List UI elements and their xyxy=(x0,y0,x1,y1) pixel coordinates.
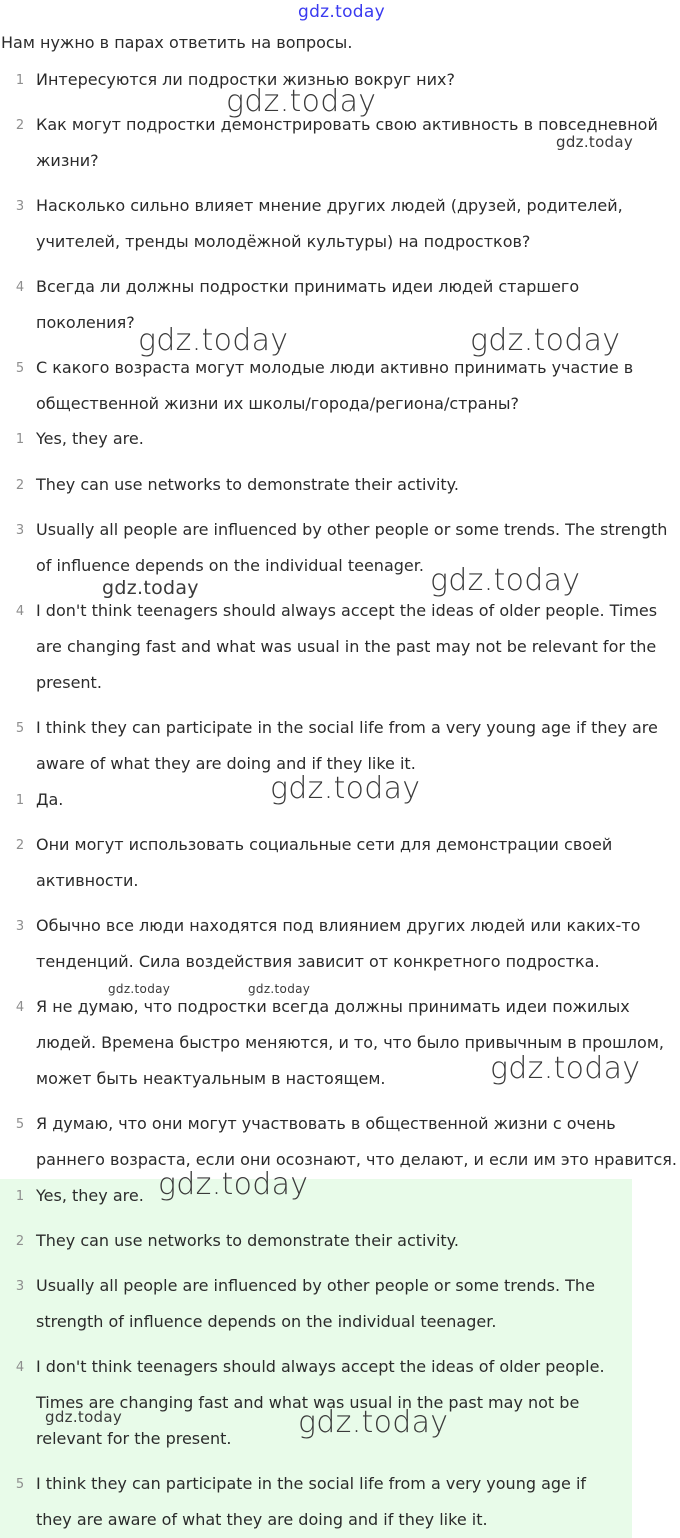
watermark-text: gdz.today xyxy=(470,323,621,358)
watermark-text: gdz.today xyxy=(138,323,289,358)
intro-text: Нам нужно в парах ответить на вопросы. xyxy=(1,33,353,52)
item-line: активности. xyxy=(36,871,139,890)
item-line: present. xyxy=(36,673,102,692)
watermark-text: gdz.today xyxy=(248,982,311,996)
item-line: Usually all people are influenced by other people or some trends. The strength xyxy=(36,520,668,539)
item-line: С какого возраста могут молодые люди активно принимать участие в xyxy=(36,358,634,377)
item-line: of influence depends on the individual teenager. xyxy=(36,556,424,575)
item-line: жизни? xyxy=(36,151,99,170)
item-line: I don't think teenagers should always accept the ideas of older people. Times xyxy=(36,601,658,620)
item-number: 2 xyxy=(15,1234,25,1249)
item-line: Yes, they are. xyxy=(36,429,144,448)
item-line: Интересуются ли подростки жизнью вокруг них? xyxy=(36,70,455,89)
item-line: They can use networks to demonstrate their activity. xyxy=(36,1231,459,1250)
item-number: 1 xyxy=(15,432,25,447)
item-line: общественной жизни их школы/города/региона/страны? xyxy=(36,394,520,413)
watermark-text: gdz.today xyxy=(108,982,171,996)
item-line: Как могут подростки демонстрировать свою активность в повседневной xyxy=(36,115,658,134)
item-number: 4 xyxy=(15,1360,25,1375)
item-line: раннего возраста, если они осознают, что делают, и если им это нравится. xyxy=(36,1150,677,1169)
watermark-text: gdz.today xyxy=(102,577,199,599)
item-number: 5 xyxy=(15,1117,25,1132)
watermark-text: gdz.today xyxy=(298,2,385,22)
item-line: Usually all people are influenced by other people or some trends. The xyxy=(36,1276,595,1295)
item-line: Насколько сильно влияет мнение других людей (друзей, родителей, xyxy=(36,196,623,215)
item-line: поколения? xyxy=(36,313,135,332)
item-number: 3 xyxy=(15,919,25,934)
item-number: 3 xyxy=(15,523,25,538)
item-number: 2 xyxy=(15,838,25,853)
item-number: 3 xyxy=(15,199,25,214)
item-line: Times are changing fast and what was usual in the past may not be xyxy=(36,1393,580,1412)
item-line: I think they can participate in the social life from a very young age if xyxy=(36,1474,587,1493)
item-line: Обычно все люди находятся под влиянием других людей или каких-то xyxy=(36,916,641,935)
item-number: 4 xyxy=(15,604,25,619)
item-line: I think they can participate in the social life from a very young age if they are xyxy=(36,718,658,737)
item-line: I don't think teenagers should always accept the ideas of older people. xyxy=(36,1357,605,1376)
watermark-text: gdz.today xyxy=(430,563,581,598)
item-line: relevant for the present. xyxy=(36,1429,232,1448)
watermark-text: gdz.today xyxy=(490,1051,641,1086)
item-number: 2 xyxy=(15,118,25,133)
watermark-text: gdz.today xyxy=(45,1408,123,1426)
item-line: людей. Времена быстро меняются, и то, что было привычным в прошлом, xyxy=(36,1033,664,1052)
item-line: Я думаю, что они могут участвовать в общественной жизни с очень xyxy=(36,1114,616,1133)
item-line: тенденций. Сила воздействия зависит от конкретного подростка. xyxy=(36,952,600,971)
item-line: может быть неактуальным в настоящем. xyxy=(36,1069,386,1088)
watermark-text: gdz.today xyxy=(298,1405,449,1440)
item-line: Да. xyxy=(36,790,64,809)
item-line: Они могут использовать социальные сети для демонстрации своей xyxy=(36,835,613,854)
item-number: 2 xyxy=(15,478,25,493)
watermark-text: gdz.today xyxy=(226,84,377,119)
item-line: they are aware of what they are doing and if they like it. xyxy=(36,1510,488,1529)
item-line: are changing fast and what was usual in the past may not be relevant for the xyxy=(36,637,657,656)
item-line: Yes, they are. xyxy=(36,1186,144,1205)
item-number: 3 xyxy=(15,1279,25,1294)
watermark-text: gdz.today xyxy=(556,133,634,151)
item-number: 1 xyxy=(15,1189,25,1204)
item-number: 5 xyxy=(15,1477,25,1492)
item-number: 5 xyxy=(15,721,25,736)
item-line: Я не думаю, что подростки всегда должны принимать идеи пожилых xyxy=(36,997,630,1016)
item-line: учителей, тренды молодёжной культуры) на подростков? xyxy=(36,232,531,251)
item-number: 1 xyxy=(15,73,25,88)
item-line: strength of influence depends on the individual teenager. xyxy=(36,1312,497,1331)
item-number: 5 xyxy=(15,361,25,376)
item-number: 4 xyxy=(15,280,25,295)
watermark-text: gdz.today xyxy=(270,771,421,806)
item-number: 4 xyxy=(15,1000,25,1015)
item-number: 1 xyxy=(15,793,25,808)
watermark-text: gdz.today xyxy=(158,1167,309,1202)
item-line: Всегда ли должны подростки принимать идеи людей старшего xyxy=(36,277,580,296)
item-line: aware of what they are doing and if they like it. xyxy=(36,754,416,773)
item-line: They can use networks to demonstrate their activity. xyxy=(36,475,459,494)
